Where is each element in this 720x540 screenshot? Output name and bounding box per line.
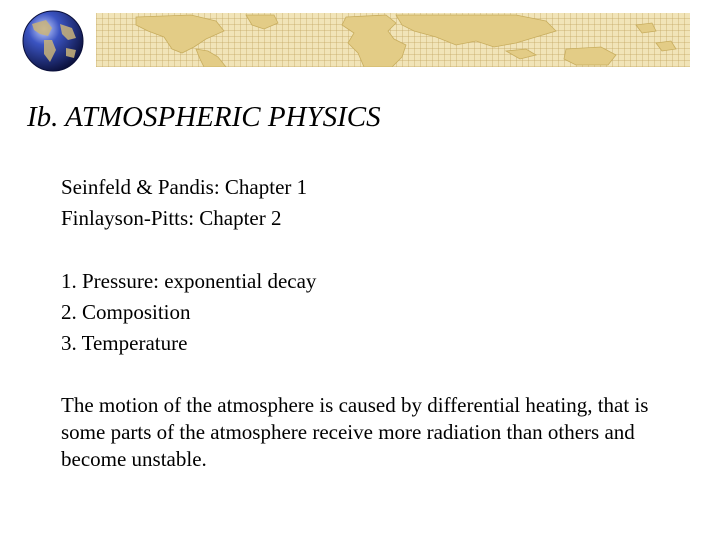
globe-icon [22,10,84,72]
topic-item: 1. Pressure: exponential decay [61,269,317,293]
topics-list [61,266,641,359]
references-list [61,172,641,234]
world-map-banner [96,13,690,67]
topic-item: 3. Temperature [61,331,188,355]
description-paragraph: The motion of the atmosphere is caused by differential heating, that is some parts of the atmosphere receive more radiation than others and become unstable. [61,393,649,471]
world-map-icon [96,13,690,67]
reference-item: Finlayson-Pitts: Chapter 2 [61,206,282,230]
reference-item: Seinfeld & Pandis: Chapter 1 [61,175,308,199]
topic-item: 2. Composition [61,300,191,324]
slide-title: Ib. ATMOSPHERIC PHYSICS [27,101,381,133]
